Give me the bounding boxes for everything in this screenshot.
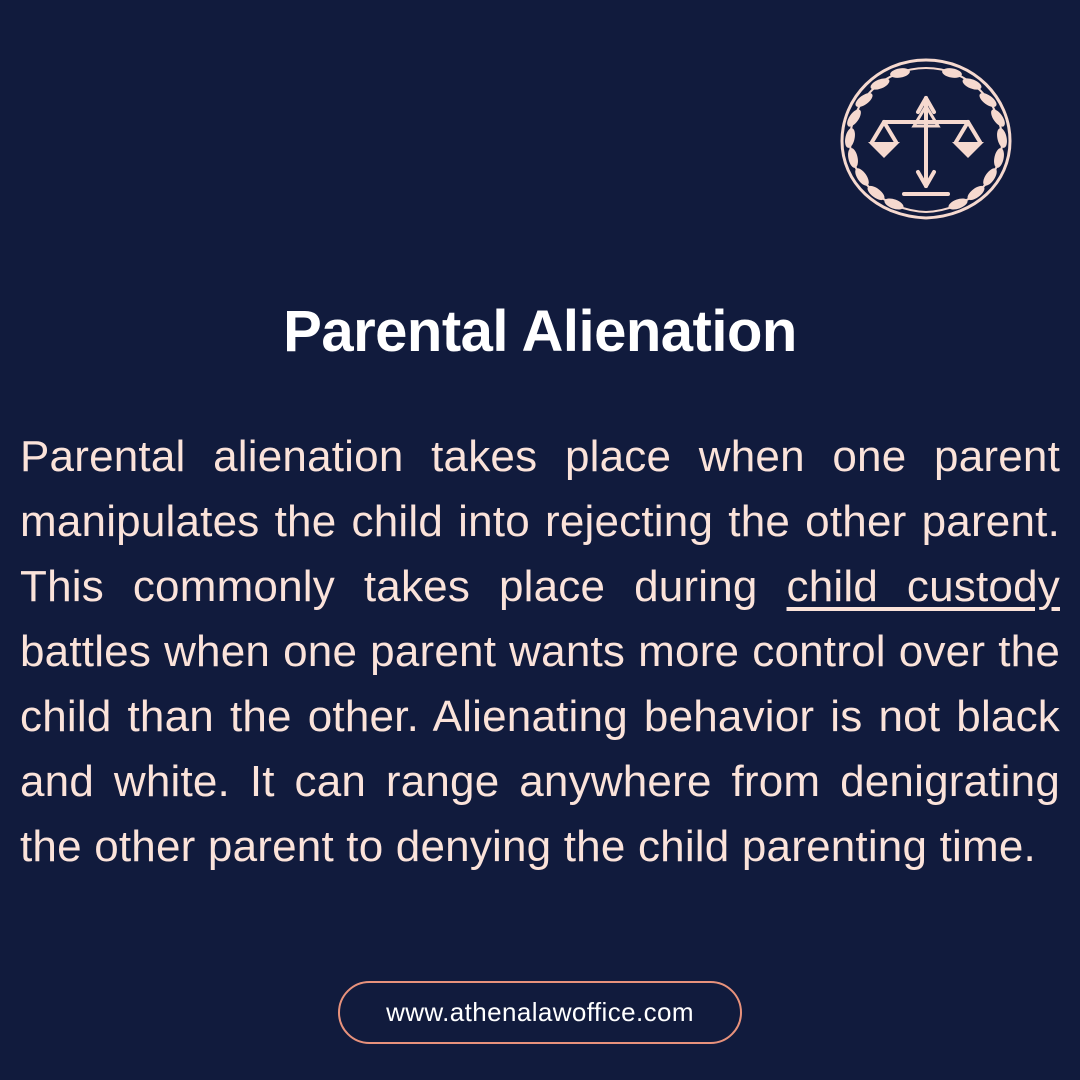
footer (0, 981, 1080, 1044)
body-segment-1: Parental alienation takes place when one parent manipulates the child into rejecting the other parent. This commonly takes place during (20, 432, 1060, 611)
body-paragraph (20, 424, 1060, 879)
website-pill[interactable]: www.athenalawoffice.com (338, 981, 742, 1044)
child-custody-link[interactable]: child custody (786, 562, 1060, 611)
scales-of-justice-icon (826, 46, 1026, 231)
body-segment-2: battles when one parent wants more control over the child than the other. Alienating behavior is not black and white. It can range anywhere from denigrating the other parent to denying the child parenting time. (20, 627, 1060, 871)
page-title: Parental Alienation (283, 299, 797, 364)
